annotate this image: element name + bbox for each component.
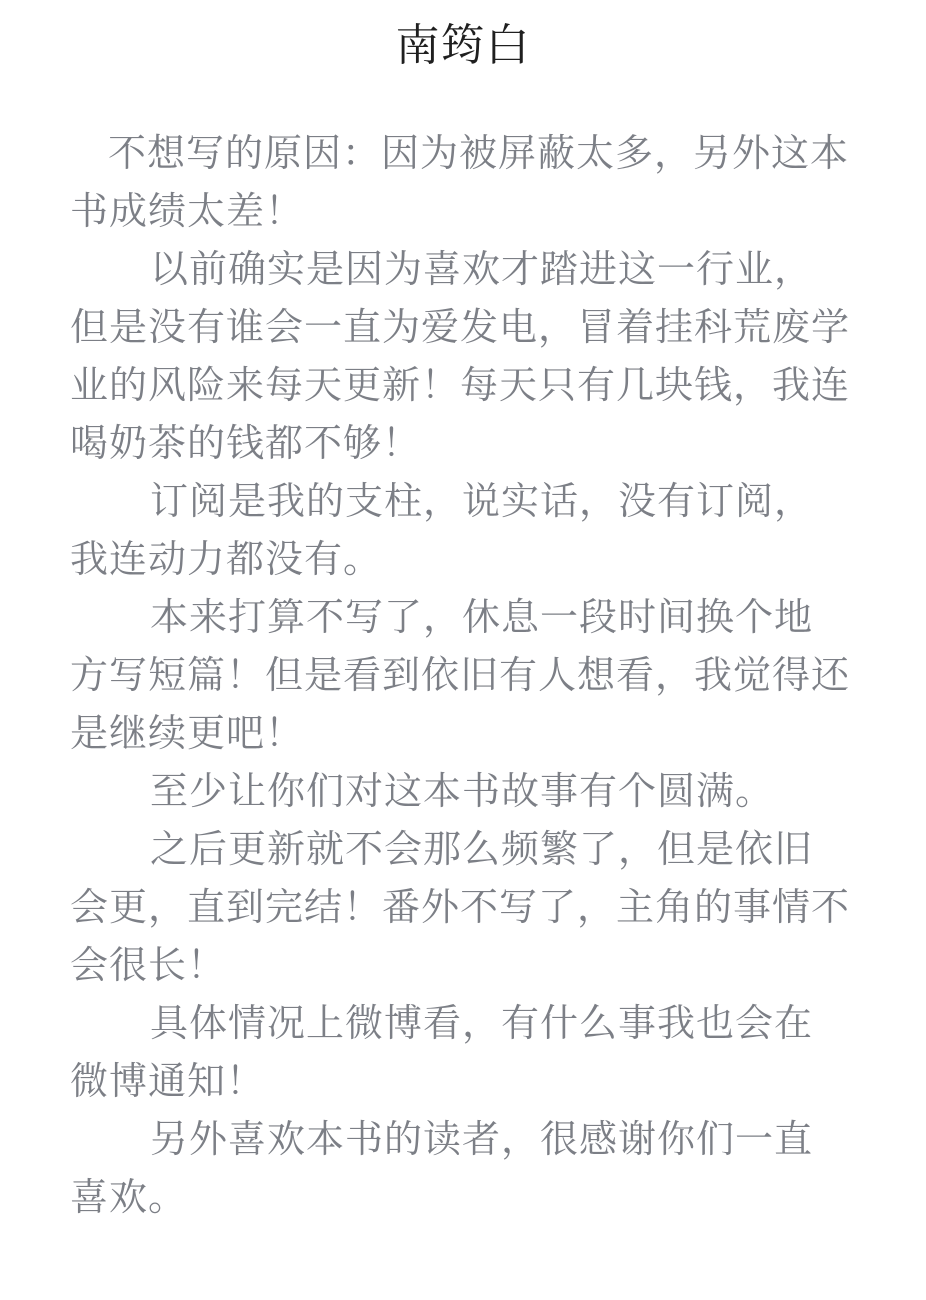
paragraph-4: 本来打算不写了，休息一段时间换个地方写短篇！但是看到依旧有人想看，我觉得还是继续更吧！ xyxy=(70,595,851,755)
paragraph-2: 以前确实是因为喜欢才踏进这一行业，但是没有谁会一直为爱发电，冒着挂科荒废学业的风险来每天更新！每天只有几块钱，我连喝奶茶的钱都不够！ xyxy=(70,247,851,465)
page-title: 南筠白 xyxy=(395,20,531,71)
paragraph-6: 之后更新就不会那么频繁了，但是依旧会更，直到完结！番外不写了，主角的事情不会很长！ xyxy=(70,827,851,987)
paragraph-7: 具体情况上微博看，有什么事我也会在微博通知！ xyxy=(70,1001,814,1103)
paragraph-1: 不想写的原因：因为被屏蔽太多，另外这本书成绩太差！ xyxy=(70,131,850,233)
paragraph-3: 订阅是我的支柱，说实话，没有订阅，我连动力都没有。 xyxy=(70,479,814,581)
paragraph-8: 另外喜欢本书的读者，很感谢你们一直喜欢。 xyxy=(70,1117,814,1219)
paragraph-5: 至少让你们对这本书故事有个圆满。 xyxy=(150,769,775,813)
article-body xyxy=(70,124,850,1226)
